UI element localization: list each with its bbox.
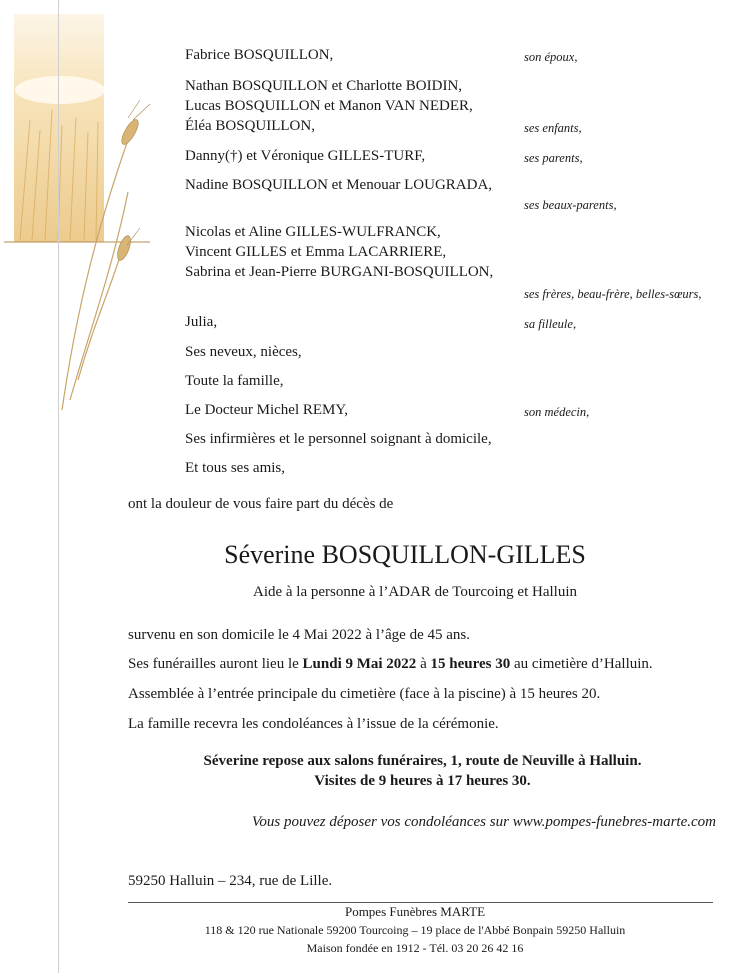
death-details: survenu en son domicile le 4 Mai 2022 à l’âge de 45 ans. <box>128 627 470 643</box>
repose-text: Séverine repose aux salons funéraires, 1, route de Neuville à Halluin. <box>203 753 642 769</box>
family-member-line: Sabrina et Jean-Pierre BURGANI-BOSQUILLON, <box>185 264 494 280</box>
family-member-line: Fabrice BOSQUILLON, <box>185 47 334 63</box>
family-member-line: Nicolas et Aline GILLES-WULFRANCK, <box>185 224 441 240</box>
footer-company: Pompes Funèbres MARTE <box>344 904 486 919</box>
wheat-illustration <box>0 0 170 420</box>
family-member-line: Ses infirmières et le personnel soignant à domicile, <box>185 431 492 447</box>
online-condolences: Vous pouvez déposer vos condoléances sur www.pompes-funebres-marte.com <box>251 814 716 830</box>
relation-label: ses frères, beau-frère, belles-sœurs, <box>524 287 702 301</box>
relation-label: sa filleule, <box>524 317 577 331</box>
family-member-line: Ses neveux, nièces, <box>185 344 302 360</box>
family-member-line: Danny(†) et Véronique GILLES-TURF, <box>185 148 426 164</box>
home-address: 59250 Halluin – 234, rue de Lille. <box>128 873 333 889</box>
family-member-line: Julia, <box>185 314 218 330</box>
announcement-text: ont la douleur de vous faire part du décès de <box>128 496 394 512</box>
visits-text: Visites de 9 heures à 17 heures 30. <box>314 773 531 789</box>
family-member-line: Toute la famille, <box>185 373 284 389</box>
family-member-line: Le Docteur Michel REMY, <box>185 402 349 418</box>
family-member-line: Et tous ses amis, <box>185 460 285 476</box>
occupation: Aide à la personne à l’ADAR de Tourcoing et Halluin <box>252 584 577 600</box>
margin-line <box>58 0 59 973</box>
deceased-name: Séverine BOSQUILLON-GILLES <box>224 540 586 569</box>
relation-label: ses enfants, <box>524 121 582 135</box>
footer-addresses: 118 & 120 rue Nationale 59200 Tourcoing – 19 place de l'Abbé Bonpain 59250 Halluin <box>204 923 626 937</box>
family-member-line: Éléa BOSQUILLON, <box>185 118 315 134</box>
footer-founded: Maison fondée en 1912 - Tél. 03 20 26 42 16 <box>306 941 524 955</box>
family-member-line: Nathan BOSQUILLON et Charlotte BOIDIN, <box>185 78 463 94</box>
family-member-line: Lucas BOSQUILLON et Manon VAN NEDER, <box>185 98 473 114</box>
funeral-details: Ses funérailles auront lieu le Lundi 9 Mai 2022 à 15 heures 30 au cimetière d’Halluin. <box>128 656 653 672</box>
family-member-line: Vincent GILLES et Emma LACARRIERE, <box>185 244 447 260</box>
relation-label: ses beaux-parents, <box>524 198 617 212</box>
family-member-line: Nadine BOSQUILLON et Menouar LOUGRADA, <box>185 177 493 193</box>
relation-label: son époux, <box>524 50 578 64</box>
relation-label: son médecin, <box>524 405 590 419</box>
condolences-details: La famille recevra les condoléances à l’issue de la cérémonie. <box>128 716 499 732</box>
footer-divider <box>128 902 713 903</box>
relation-label: ses parents, <box>524 151 583 165</box>
assembly-details: Assemblée à l’entrée principale du cimetière (face à la piscine) à 15 heures 20. <box>128 686 601 702</box>
